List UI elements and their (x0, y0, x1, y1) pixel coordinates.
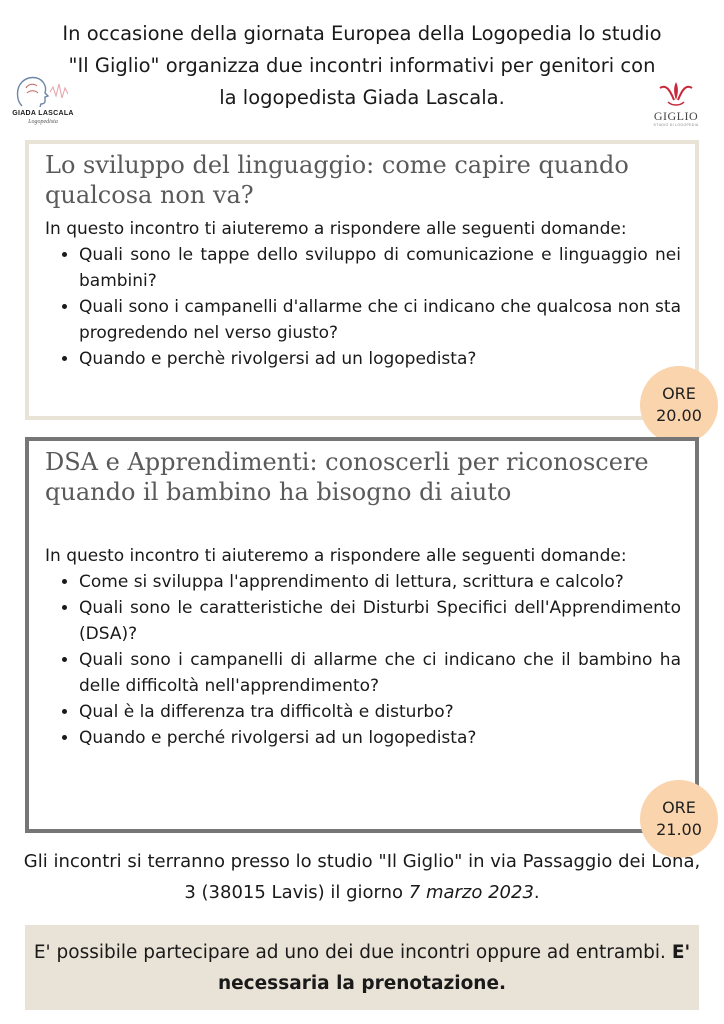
logo-left-brand: GIADA LASCALA (12, 110, 74, 117)
location-end: . (533, 882, 540, 903)
meeting-intro: In questo incontro ti aiuteremo a rispondere alle seguenti domande: (45, 219, 627, 239)
giada-lascala-logo (10, 74, 76, 132)
meeting-body (45, 543, 681, 751)
question-item: • Quando e perchè rivolgersi ad un logopedista? (79, 346, 681, 372)
question-item: • Qual è la differenza tra difficoltà e disturbo? (79, 699, 681, 725)
time-badge-first (640, 366, 718, 444)
booking-notice (25, 925, 699, 1010)
giglio-logo (646, 78, 706, 128)
time-label: ORE (662, 798, 696, 817)
time-label: ORE (662, 384, 696, 403)
intro-text: In occasione della giornata Europea della Logopedia lo studio "Il Giglio" organizza due incontri informativi per genitori con la logopedista Giada Lascala. (62, 22, 662, 109)
meeting-body (45, 216, 681, 372)
logo-right-sub: STUDIO DI LOGOPEDIA (653, 123, 699, 127)
time-value: 21.00 (656, 820, 702, 839)
meeting-title: DSA e Apprendimenti: conoscerli per riconoscere quando il bambino ha bisogno di aiuto (45, 448, 649, 506)
notice-text: E' possibile partecipare ad uno dei due incontri oppure ad entrambi. (33, 942, 672, 963)
notice-bold: E' necessaria la prenotazione. (217, 942, 691, 994)
meeting-card-dsa (25, 437, 699, 833)
question-item: • Quali sono le caratteristiche dei Disturbi Specifici dell'Apprendimento (DSA)? (79, 595, 681, 647)
meeting-card-language (25, 140, 699, 420)
meeting-title: Lo sviluppo del linguaggio: come capire quando qualcosa non va? (45, 151, 629, 209)
meeting-intro: In questo incontro ti aiuteremo a rispondere alle seguenti domande: (45, 546, 627, 566)
question-item: • Quali sono i campanelli d'allarme che ci indicano che qualcosa non sta progredendo nel verso giusto? (79, 294, 681, 346)
location-address: Gli incontri si terranno presso lo studio "Il Giglio" in via Passaggio dei Lona, 3 (38015 Lavis) il giorno (23, 851, 701, 903)
question-item: • Quando e perché rivolgersi ad un logopedista? (79, 725, 681, 751)
question-list (45, 242, 681, 372)
question-item: • Quali sono i campanelli di allarme che ci indicano che il bambino ha delle difficoltà nell'apprendimento? (79, 647, 681, 699)
location-text (20, 846, 704, 908)
head-profile-icon (10, 74, 76, 110)
logo-right-brand: GIGLIO (653, 109, 699, 123)
event-date: 7 marzo 2023 (408, 882, 534, 903)
question-item: • Quali sono le tappe dello sviluppo di comunicazione e linguaggio nei bambini? (79, 242, 681, 294)
time-value: 20.00 (656, 406, 702, 425)
logo-left-sub: Logopedista (28, 119, 58, 125)
question-list (45, 569, 681, 751)
lily-icon (646, 78, 706, 110)
question-item: • Come si sviluppa l'apprendimento di lettura, scrittura e calcolo? (79, 569, 681, 595)
